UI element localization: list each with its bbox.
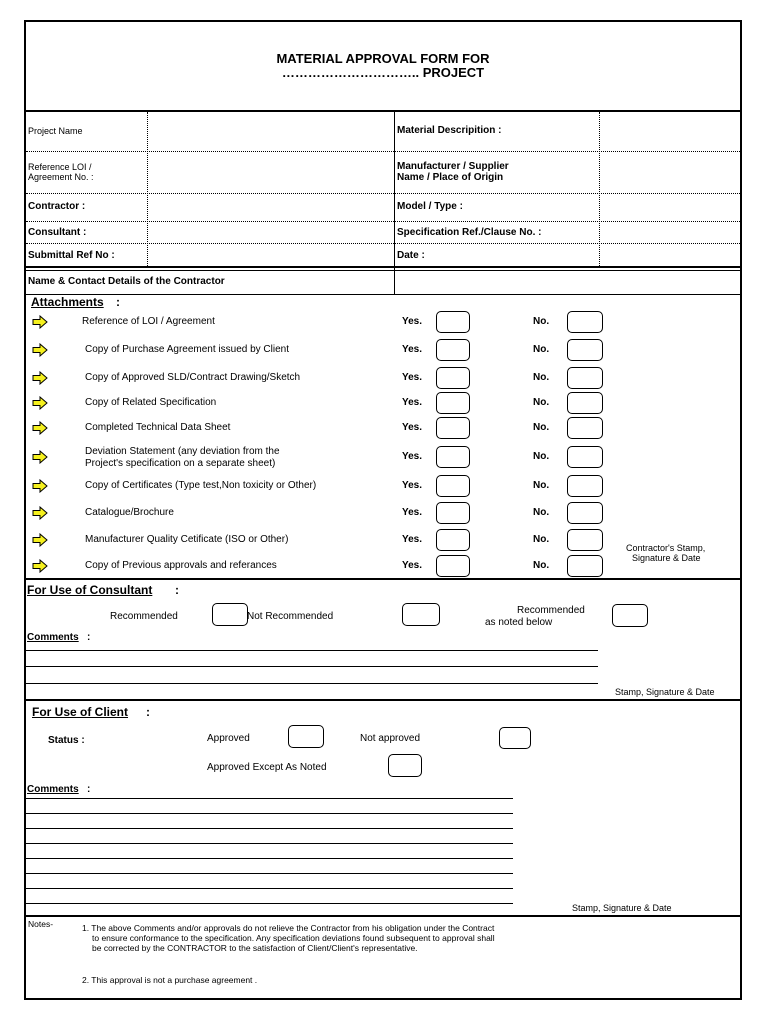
grid-col xyxy=(394,112,395,294)
arrow-right-icon xyxy=(32,371,48,385)
client-comment-line[interactable] xyxy=(26,903,513,904)
client-divider xyxy=(24,915,742,917)
project-name-label: Project Name xyxy=(28,126,83,136)
info-divider-2 xyxy=(24,270,742,271)
yes-checkbox[interactable] xyxy=(436,475,470,497)
no-checkbox[interactable] xyxy=(567,502,603,524)
status-label: Status : xyxy=(48,735,85,746)
no-label: No. xyxy=(533,397,550,408)
client-comment-line[interactable] xyxy=(26,828,513,829)
consultant-colon: : xyxy=(175,583,179,597)
header-divider xyxy=(24,110,742,112)
contractor-label: Contractor : xyxy=(28,201,86,212)
no-checkbox[interactable] xyxy=(567,529,603,551)
no-label: No. xyxy=(533,344,550,355)
consultant-comment-line[interactable] xyxy=(26,650,598,651)
client-comment-line[interactable] xyxy=(26,798,513,799)
attachment-item-label: Copy of Certificates (Type test,Non toxicity or Other) xyxy=(85,480,317,491)
notes-label: Notes- xyxy=(28,919,54,929)
attachments-divider xyxy=(24,578,742,580)
yes-label: Yes. xyxy=(402,480,423,491)
attachments-colon: : xyxy=(116,295,120,309)
consultant-comment-line[interactable] xyxy=(26,666,598,667)
no-checkbox[interactable] xyxy=(567,367,603,389)
approved-except-label: Approved Except As Noted xyxy=(207,762,327,773)
not-recommended-checkbox[interactable] xyxy=(402,603,440,626)
yes-checkbox[interactable] xyxy=(436,339,470,361)
consultant-comments-colon: : xyxy=(87,632,91,643)
client-comment-line[interactable] xyxy=(26,873,513,874)
no-label: No. xyxy=(533,422,550,433)
no-checkbox[interactable] xyxy=(567,311,603,333)
arrow-right-icon xyxy=(32,533,48,547)
attachment-item-label: Manufacturer Quality Cetificate (ISO or Other) xyxy=(85,534,289,545)
client-stamp-label: Stamp, Signature & Date xyxy=(572,903,672,913)
yes-checkbox[interactable] xyxy=(436,311,470,333)
arrow-right-icon xyxy=(32,479,48,493)
no-label: No. xyxy=(533,480,550,491)
yes-checkbox[interactable] xyxy=(436,446,470,468)
grid-line xyxy=(26,193,740,194)
grid-col xyxy=(147,112,148,266)
consultant-heading: For Use of Consultant xyxy=(27,583,153,597)
no-checkbox[interactable] xyxy=(567,339,603,361)
no-checkbox[interactable] xyxy=(567,392,603,414)
no-label: No. xyxy=(533,451,550,462)
no-label: No. xyxy=(533,560,550,571)
arrow-right-icon xyxy=(32,421,48,435)
no-label: No. xyxy=(533,507,550,518)
yes-label: Yes. xyxy=(402,534,423,545)
grid-col xyxy=(599,112,600,266)
arrow-right-icon xyxy=(32,315,48,329)
recommended-noted-label-2: as noted below xyxy=(485,617,553,628)
attachments-heading: Attachments xyxy=(31,295,104,309)
consultant-stamp-label: Stamp, Signature & Date xyxy=(615,687,715,697)
client-comment-line[interactable] xyxy=(26,813,513,814)
contact-divider xyxy=(24,294,742,295)
attachment-item-label: Copy of Purchase Agreement issued by Client xyxy=(85,344,289,355)
client-comments-colon: : xyxy=(87,784,91,795)
grid-line xyxy=(26,243,740,244)
date-label: Date : xyxy=(397,250,425,261)
note-1-line-2: to ensure conformance to the specification. Any specification deviations found subsequent to approval shall xyxy=(92,933,495,943)
yes-checkbox[interactable] xyxy=(436,417,470,439)
note-1-line-1: 1. The above Comments and/or approvals do not relieve the Contractor from his obligation under the Contract xyxy=(82,923,495,933)
note-2: 2. This approval is not a purchase agreement . xyxy=(82,975,258,985)
yes-label: Yes. xyxy=(402,422,423,433)
no-label: No. xyxy=(533,316,550,327)
client-comment-line[interactable] xyxy=(26,888,513,889)
yes-label: Yes. xyxy=(402,372,423,383)
model-type-label: Model / Type : xyxy=(397,201,463,212)
client-heading: For Use of Client xyxy=(32,705,129,719)
consultant-label: Consultant : xyxy=(28,227,87,238)
consultant-comment-line[interactable] xyxy=(26,683,598,684)
arrow-right-icon xyxy=(32,343,48,357)
yes-checkbox[interactable] xyxy=(436,502,470,524)
yes-label: Yes. xyxy=(402,451,423,462)
client-comments-label: Comments xyxy=(27,784,79,795)
client-comment-line[interactable] xyxy=(26,843,513,844)
yes-checkbox[interactable] xyxy=(436,529,470,551)
no-checkbox[interactable] xyxy=(567,475,603,497)
no-checkbox[interactable] xyxy=(567,446,603,468)
not-approved-label: Not approved xyxy=(360,733,421,744)
attachment-item-label: Copy of Related Specification xyxy=(85,397,217,408)
specification-ref-label: Specification Ref./Clause No. : xyxy=(397,227,542,238)
reference-loi-label-1: Reference LOI / xyxy=(28,162,92,172)
grid-line xyxy=(26,151,740,152)
no-label: No. xyxy=(533,534,550,545)
not-recommended-label: Not Recommended xyxy=(247,611,334,622)
yes-checkbox[interactable] xyxy=(436,367,470,389)
reference-loi-label-2: Agreement No. : xyxy=(28,172,94,182)
consultant-comments-label: Comments xyxy=(27,632,79,643)
yes-label: Yes. xyxy=(402,560,423,571)
recommended-label: Recommended xyxy=(110,611,178,622)
not-approved-checkbox[interactable] xyxy=(499,727,531,749)
manufacturer-label-1: Manufacturer / Supplier xyxy=(397,161,509,172)
yes-checkbox[interactable] xyxy=(436,392,470,414)
arrow-right-icon xyxy=(32,506,48,520)
grid-line xyxy=(26,221,740,222)
material-description-label: Material Descripition : xyxy=(397,125,502,136)
yes-label: Yes. xyxy=(402,344,423,355)
attachment-item-label-line2: Project's specification on a separate sheet) xyxy=(85,458,276,469)
contractor-stamp-label-1: Contractor's Stamp, xyxy=(626,543,706,553)
attachment-item-label: Reference of LOI / Agreement xyxy=(82,316,215,327)
attachment-item-label: Completed Technical Data Sheet xyxy=(85,422,231,433)
attachment-item-label: Deviation Statement (any deviation from the xyxy=(85,446,280,457)
client-comment-line[interactable] xyxy=(26,858,513,859)
yes-label: Yes. xyxy=(402,316,423,327)
manufacturer-label-2: Name / Place of Origin xyxy=(397,172,504,183)
form-title-line1: MATERIAL APPROVAL FORM FOR xyxy=(276,51,490,66)
approved-except-checkbox[interactable] xyxy=(388,754,422,777)
approved-label: Approved xyxy=(207,733,250,744)
client-colon: : xyxy=(146,705,150,719)
no-label: No. xyxy=(533,372,550,383)
contractor-stamp-label-2: Signature & Date xyxy=(632,553,701,563)
arrow-right-icon xyxy=(32,450,48,464)
attachment-item-label: Copy of Approved SLD/Contract Drawing/Sketch xyxy=(85,372,301,383)
submittal-ref-label: Submittal Ref No : xyxy=(28,250,115,261)
no-checkbox[interactable] xyxy=(567,417,603,439)
recommended-noted-label-1: Recommended xyxy=(517,605,585,616)
contact-details-label: Name & Contact Details of the Contractor xyxy=(28,276,225,287)
approved-checkbox[interactable] xyxy=(288,725,324,748)
no-checkbox[interactable] xyxy=(567,555,603,577)
arrow-right-icon xyxy=(32,396,48,410)
note-1-line-3: be corrected by the CONTRACTOR to the satisfaction of Client/Client's representative. xyxy=(92,943,418,953)
yes-label: Yes. xyxy=(402,507,423,518)
yes-label: Yes. xyxy=(402,397,423,408)
recommended-checkbox[interactable] xyxy=(212,603,248,626)
form-title-line2: ………………………….. PROJECT xyxy=(281,65,485,80)
attachment-item-label: Copy of Previous approvals and referances xyxy=(85,560,277,571)
attachment-item-label: Catalogue/Brochure xyxy=(85,507,174,518)
recommended-noted-checkbox[interactable] xyxy=(612,604,648,627)
info-divider xyxy=(24,266,742,268)
yes-checkbox[interactable] xyxy=(436,555,470,577)
consultant-divider xyxy=(24,699,742,701)
arrow-right-icon xyxy=(32,559,48,573)
